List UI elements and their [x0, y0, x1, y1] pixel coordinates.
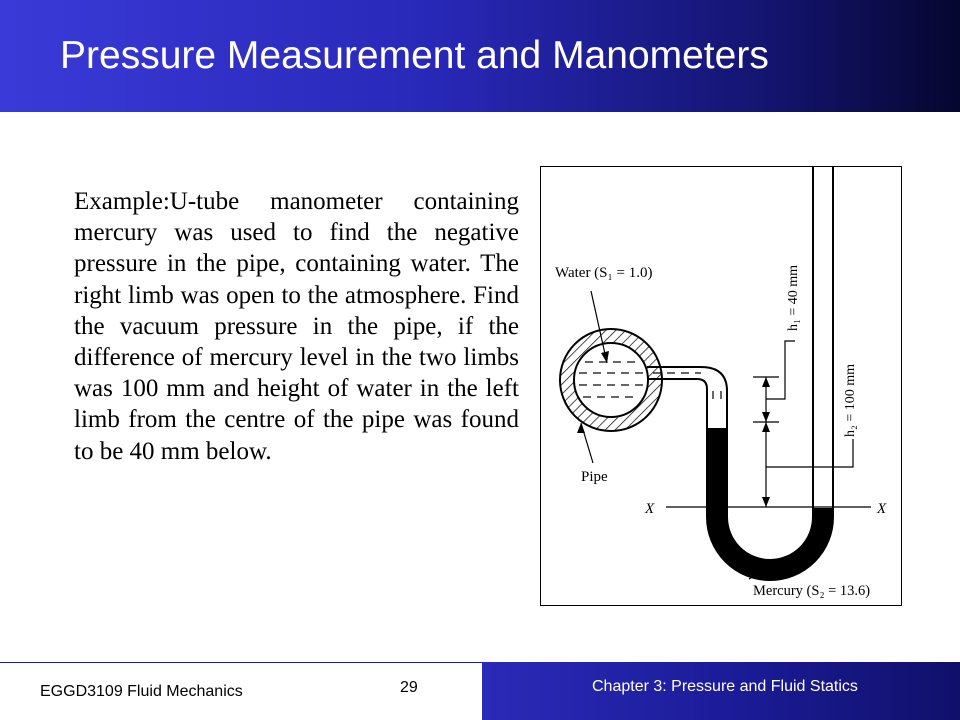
mercury-u-bend [707, 429, 833, 580]
x-right-label: X [877, 501, 887, 517]
h2-leader [766, 439, 853, 467]
footer-right [482, 662, 960, 720]
manometer-diagram [541, 167, 903, 607]
mercury-label: Mercury (S₂ = 13.6) [753, 583, 871, 599]
h1-label: h₁ = 40 mm [786, 264, 801, 331]
h1-leader [766, 341, 795, 399]
pipe-label: Pipe [581, 469, 608, 485]
footer-left [0, 662, 482, 720]
h2-label: h₂ = 100 mm [843, 363, 858, 437]
example-text: Example:U-tube manometer containing mercury was used to find the negative pressure in the pipe, containing water. The right limb was open to the atmosphere. Find the vacuum pressure in the pipe, if the difference of mercury level in the two limbs was 100 mm and height of water in the left limb from the centre of the pipe was found to be 40 mm below. [74, 188, 519, 465]
course-name: EGGD3109 Fluid Mechanics [40, 683, 243, 700]
slide-title: Pressure Measurement and Manometers [60, 34, 769, 77]
footer [0, 662, 960, 720]
manometer-figure [540, 166, 902, 606]
x-left-label: X [645, 501, 655, 517]
page-number: 29 [400, 679, 418, 696]
pipe-water [574, 343, 648, 417]
title-bar [0, 0, 960, 112]
water-label: Water (S₁ = 1.0) [555, 265, 653, 281]
chapter-title: Chapter 3: Pressure and Fluid Statics [592, 678, 858, 695]
